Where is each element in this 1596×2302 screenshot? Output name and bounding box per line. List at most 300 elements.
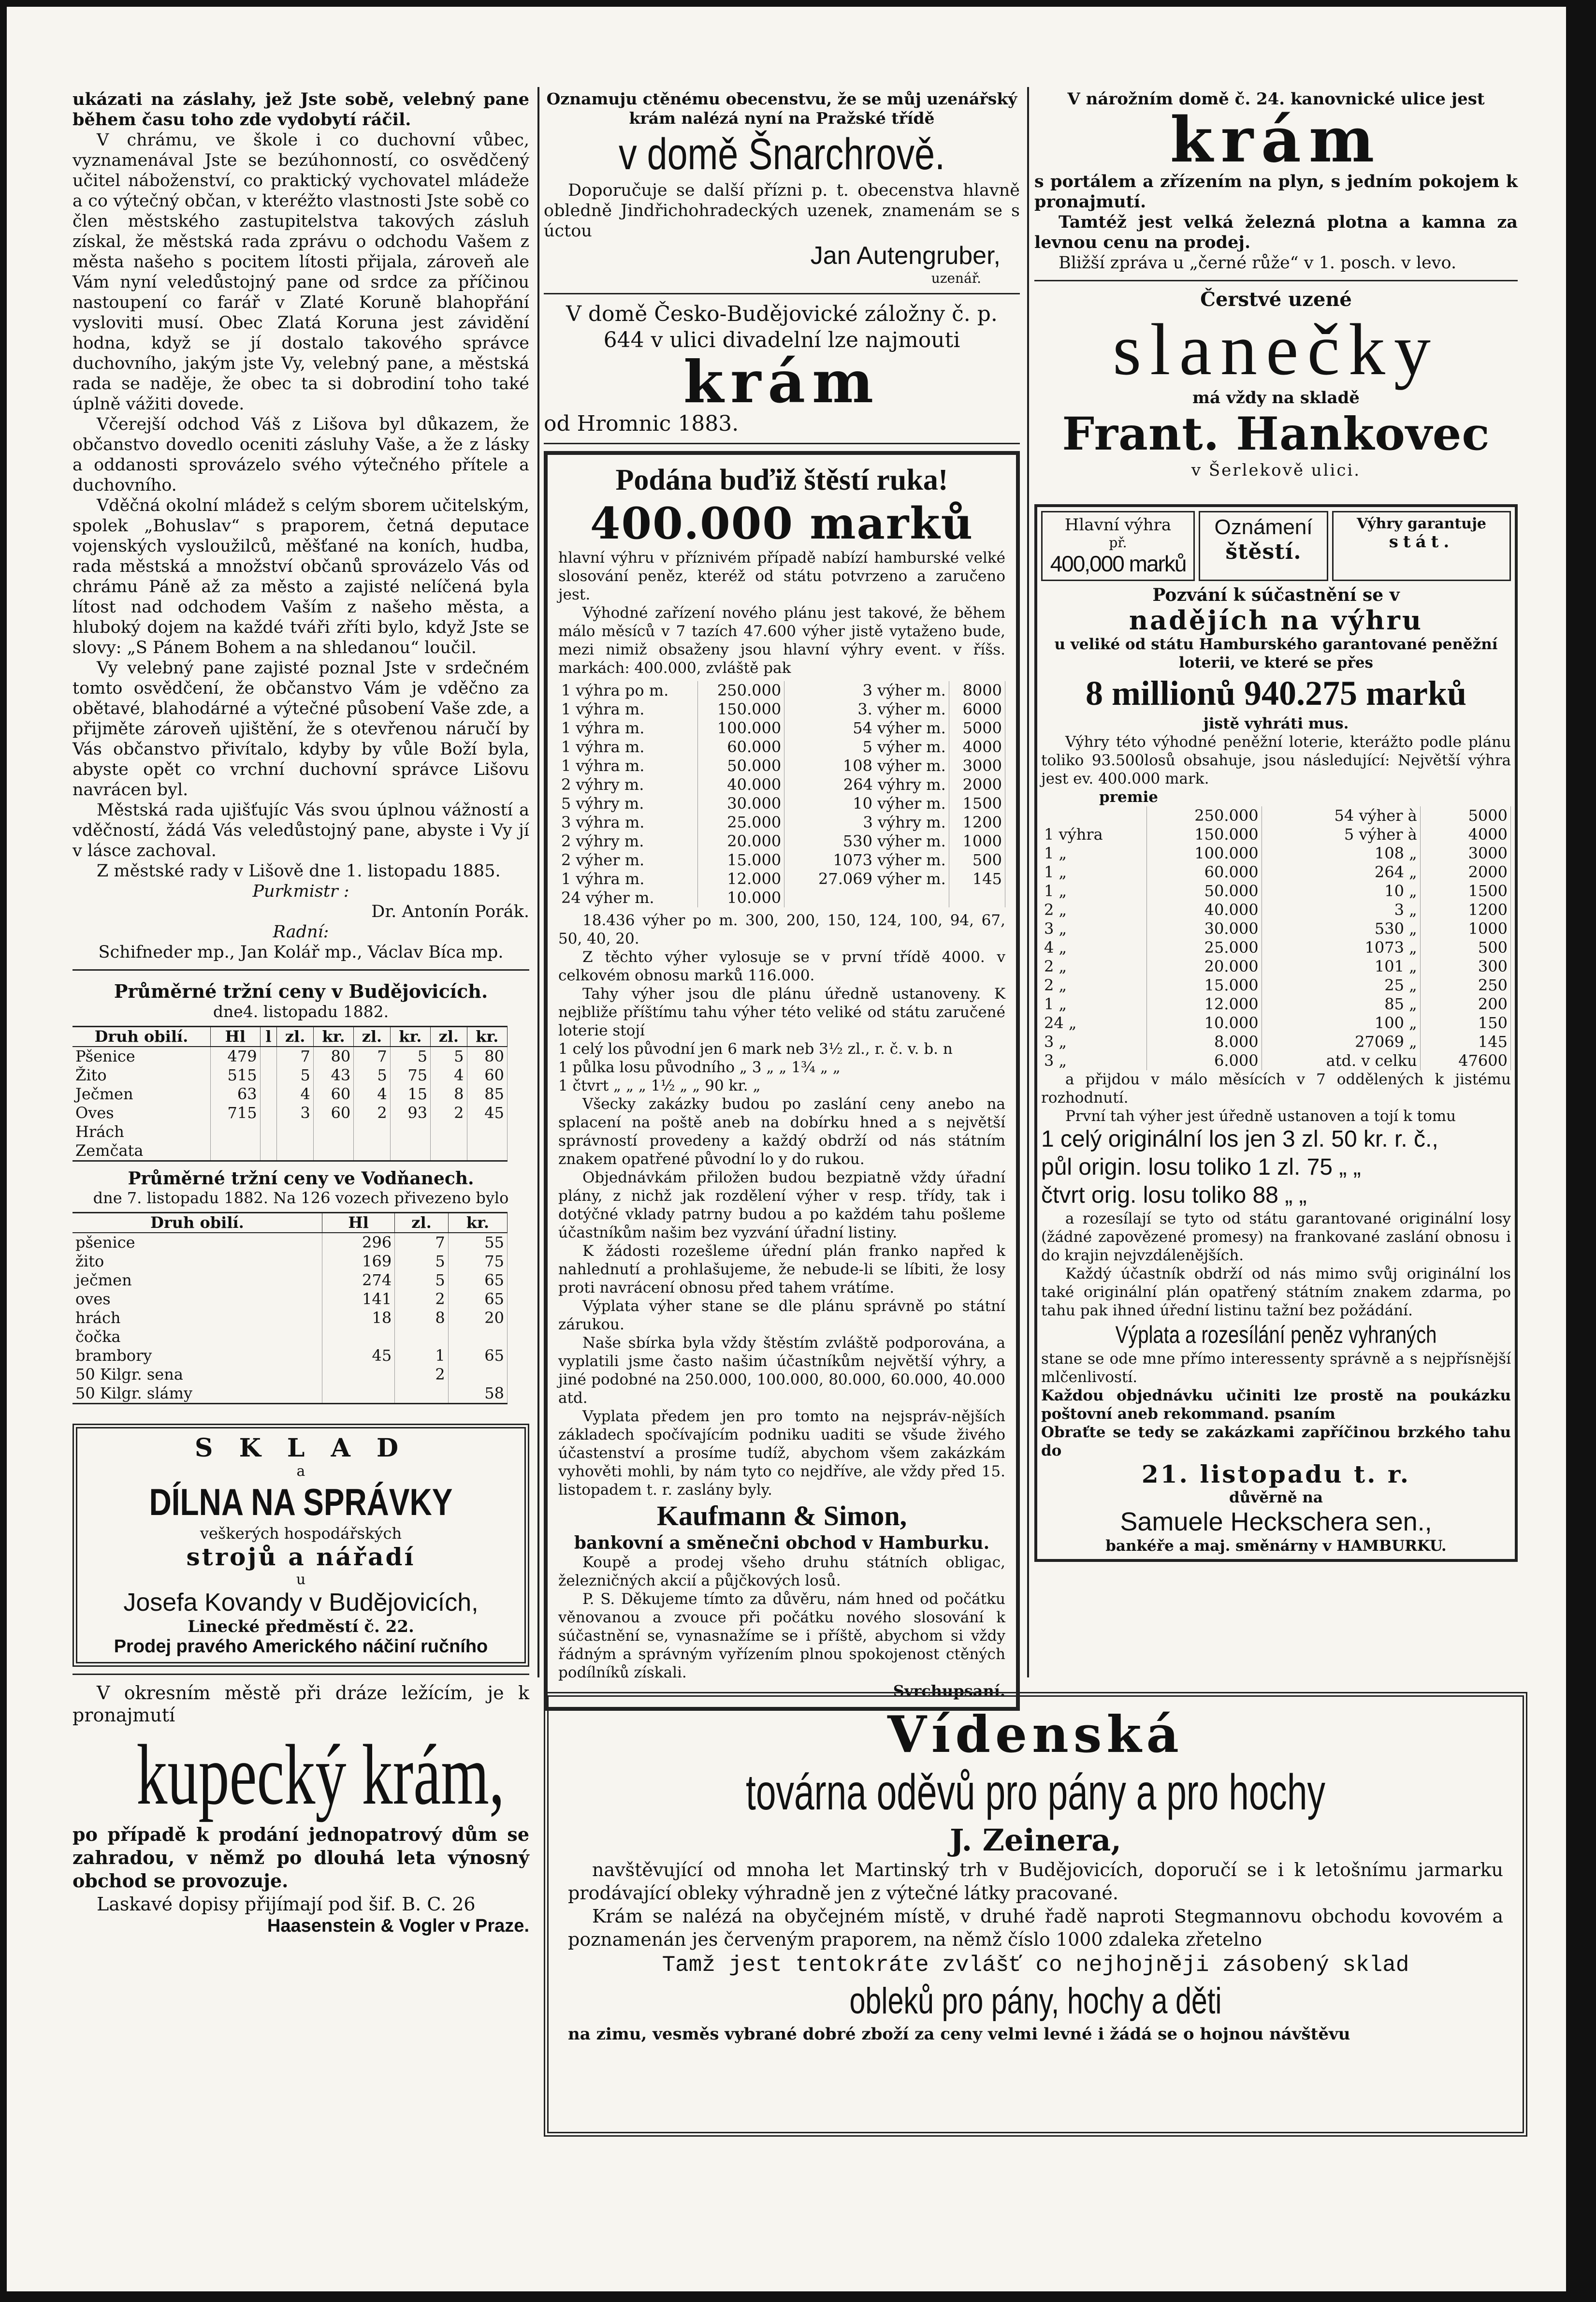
table-cell: 4 „ — [1041, 938, 1147, 957]
table-cell: Ječmen — [73, 1085, 210, 1104]
table-header-row — [73, 1213, 508, 1233]
table-cell: 530 „ — [1262, 919, 1420, 938]
divider — [1034, 280, 1518, 281]
table-cell — [322, 1365, 394, 1384]
column-rule-1 — [537, 87, 539, 1677]
ad-heading: 8 millionů 940.275 marků — [1085, 674, 1467, 713]
ad-text: 1 čtvrt „ „ „ 1½ „ „ 90 kr. „ — [558, 1077, 761, 1094]
table-cell: 7 — [395, 1233, 449, 1252]
table-cell: 3. výher m. — [784, 700, 949, 719]
table-cell: 75 — [390, 1066, 430, 1085]
column-rule-2 — [1027, 87, 1029, 1677]
ad-text: a rozesílají se tyto od státu garantované originální losy (žádné zapovězené promesy) na frankované zaslání obnosu i do krajin nejvzdálenějších. — [1041, 1210, 1511, 1264]
table-cell — [277, 1141, 313, 1161]
signature-name: Dr. Antonín Porák. — [371, 902, 529, 921]
table-header-row — [73, 1027, 508, 1047]
table-cell: ječmen — [73, 1271, 322, 1290]
ad-text: 400,000 marků — [1050, 551, 1186, 576]
table-cell — [467, 1141, 507, 1161]
ad-firm-name: Samuele Heckschera sen., — [1120, 1507, 1432, 1536]
prices-title: Průměrné tržní ceny ve Vodňanech. — [128, 1168, 474, 1189]
table-cell: 100.000 — [1147, 844, 1262, 863]
table-cell: 65 — [448, 1290, 507, 1309]
table-cell: 7 — [354, 1047, 390, 1066]
table-cell: 4000 — [1420, 825, 1510, 844]
ad-name: Jan Autengruber, — [810, 242, 1001, 270]
table-cell: Pšenice — [73, 1047, 210, 1066]
table-cell: 2 — [395, 1365, 449, 1384]
table-cell: 75 — [448, 1252, 507, 1271]
wins-table — [558, 681, 1005, 907]
ad-heading: továrna oděvů pro pány a pro hochy — [746, 1764, 1325, 1821]
table-row — [73, 1346, 508, 1365]
premium-row — [1041, 919, 1511, 938]
table-cell: 1200 — [1420, 901, 1510, 919]
ad-text: 1 celý los původní jen 6 mark neb 3½ zl., r. č. v. b. n — [558, 1040, 953, 1058]
table-cell — [448, 1327, 507, 1346]
table-cell — [448, 1365, 507, 1384]
table-cell — [260, 1141, 277, 1161]
table-cell: 200 — [1420, 995, 1510, 1014]
table-cell: 1000 — [949, 832, 1005, 851]
ad-text: Pozvání k súčastnění se v — [1152, 585, 1400, 605]
wins-row — [558, 738, 1005, 757]
ad-text: stane se ode mne přímo interessenty správně a s nejpřísnější mlčenlivostí. — [1041, 1350, 1511, 1386]
page-edge-bottom — [0, 2291, 1596, 2302]
table-header-cell: Druh obilí. — [73, 1213, 322, 1233]
ad-text: Obraťte se tedy se zakázkami zapříčinou brzkého tahu do — [1041, 1424, 1511, 1459]
ad-text: půl origin. losu toliko 1 zl. 75 „ „ — [1041, 1154, 1361, 1180]
table-cell: čočka — [73, 1327, 322, 1346]
table-cell: 25.000 — [698, 813, 784, 832]
table-row — [73, 1233, 508, 1252]
ad-firm-name: J. Zeinera, — [950, 1822, 1121, 1858]
table-cell: 60 — [313, 1085, 353, 1104]
table-cell: 3 „ — [1262, 901, 1420, 919]
table-cell — [354, 1122, 390, 1141]
table-row — [73, 1141, 508, 1161]
column-left — [73, 89, 529, 2144]
table-cell — [390, 1141, 430, 1161]
divider — [544, 443, 1020, 444]
article-paragraph: Vděčná okolní mládež s celým sborem učitelským, spolek „Bohuslav“ s praporem, četná deputace vojenských vysloužilců, měšťané na koních, hudba, rada městská a množství občanů sprovázelo Vás od chrámu Páně až za město a zajisté nelíčená byla lítost nad odchodem Vaším z našeho města, a hluboký dojem na každé tváři zříti bylo, když Jste se slovy: „S Pánem Bohem a na shledanou“ loučil. — [73, 496, 529, 657]
table-cell: 8.000 — [1147, 1033, 1262, 1051]
ad-text: Linecké předměstí č. 22. — [188, 1617, 414, 1636]
ad-text: Krám se nalézá na obyčejném místě, v druhé řadě naproti Stegmannovu obchodu kovovém a poznamenán jes červeným praporem, na němž číslo 1000 zdaleka zřetelno — [568, 1906, 1503, 1950]
ad-text: Prodej pravého Amerického náčiní ručního — [114, 1636, 488, 1657]
premium-row — [1041, 806, 1511, 825]
premium-row — [1041, 976, 1511, 995]
premium-row — [1041, 1051, 1511, 1070]
table-cell: 715 — [210, 1104, 260, 1122]
table-cell — [313, 1141, 353, 1161]
table-cell: 1 „ — [1041, 995, 1147, 1014]
ad-heading: DÍLNA NA SPRÁVKY — [149, 1481, 453, 1523]
table-cell: 1000 — [1420, 919, 1510, 938]
table-cell: 50.000 — [1147, 882, 1262, 901]
table-cell: 5000 — [949, 719, 1005, 738]
table-cell — [431, 1122, 467, 1141]
ad-text: hlavní výhru v příznivém případě nabízí hamburské velké slosování peněz, kteréž od státu potvrzeno a zaručeno jest. — [558, 549, 1005, 603]
table-cell: 58 — [448, 1384, 507, 1404]
table-cell: 1 výhra m. — [558, 757, 698, 775]
ad-lottery-heckscher — [1034, 504, 1518, 1562]
table-cell: oves — [73, 1290, 322, 1309]
table-cell: 15 — [390, 1085, 430, 1104]
table-cell — [210, 1122, 260, 1141]
ad-text: po případě k prodání jednopatrový dům se zahradou, v němž po dlouhá leta výnosný obchod se provozuje. — [73, 1823, 529, 1892]
table-cell: 5 — [395, 1271, 449, 1290]
table-cell: 60 — [313, 1104, 353, 1122]
ad-text: 18.436 výher po m. 300, 200, 150, 124, 100, 94, 67, 50, 40, 20. — [558, 912, 1005, 947]
ad-text: Každý účastník obdrží od nás mimo svůj originální los také originální plán opatřený státním znakem zdarma, po tahu pak ihned úřední listinu tažní bez požádání. — [1041, 1265, 1511, 1319]
table-header-cell: kr. — [390, 1027, 430, 1047]
prices-title: Průměrné tržní ceny v Budějovicích. — [114, 980, 488, 1002]
ad-heading: obleků pro pány, hochy a děti — [849, 1981, 1222, 2022]
table-cell: 60 — [467, 1066, 507, 1085]
wins-row — [558, 813, 1005, 832]
ad-text: Doporučuje se další přízni p. t. obecenstva hlavně obledně Jindřichohradeckých uzenek, znamenám se s úctou — [544, 181, 1020, 241]
table-cell: 515 — [210, 1066, 260, 1085]
table-cell: 45 — [467, 1104, 507, 1122]
table-cell: 300 — [1420, 957, 1510, 976]
table-cell — [260, 1122, 277, 1141]
table-cell: 55 — [448, 1233, 507, 1252]
ad-text: od Hromnic 1883. — [544, 411, 739, 436]
table-cell: 150.000 — [698, 700, 784, 719]
divider — [544, 293, 1020, 294]
wins-row — [558, 719, 1005, 738]
ad-text: Laskavé dopisy přijímají pod šif. B. C. 26 — [97, 1894, 476, 1915]
ad-heading: krám — [1170, 104, 1382, 176]
table-row — [73, 1365, 508, 1384]
table-cell: Zemčata — [73, 1141, 210, 1161]
ad-sklad — [73, 1424, 529, 1667]
table-cell: 30.000 — [698, 794, 784, 813]
table-cell — [390, 1122, 430, 1141]
table-cell: 5 — [431, 1047, 467, 1066]
table-cell: pšenice — [73, 1233, 322, 1252]
ad-text: stát. — [1389, 532, 1454, 552]
ad-heading: slanečky — [1113, 309, 1439, 390]
ad-zeiner — [544, 1692, 1527, 2137]
table-cell: 8 — [395, 1309, 449, 1327]
table-cell: 150.000 — [1147, 825, 1262, 844]
ad-heading: nadějích na výhru — [1129, 605, 1423, 636]
prices-table — [73, 1026, 508, 1162]
table-cell: 10 výher m. — [784, 794, 949, 813]
table-cell: 5 výhry m. — [558, 794, 698, 813]
table-header-cell: kr. — [313, 1027, 353, 1047]
wins-row — [558, 870, 1005, 889]
ad-text: Z těchto výher vylosuje se v první třídě 4000. v celkovém obnosu marků 116.000. — [558, 948, 1005, 984]
table-cell: 3 „ — [1041, 1051, 1147, 1070]
table-cell: 5 — [390, 1047, 430, 1066]
table-cell: 2 — [431, 1104, 467, 1122]
column-middle — [544, 89, 1020, 1700]
table-cell: 5 — [354, 1066, 390, 1085]
table-cell: 141 — [322, 1290, 394, 1309]
table-row — [73, 1104, 508, 1122]
wins-row — [558, 889, 1005, 907]
ad-text: Výhry garantuje — [1356, 515, 1487, 532]
table-cell: atd. v celku — [1262, 1051, 1420, 1070]
table-cell: 63 — [210, 1085, 260, 1104]
ad-heading: Vídenská — [887, 1705, 1184, 1764]
table-header-cell: Druh obilí. — [73, 1027, 210, 1047]
premium-row — [1041, 882, 1511, 901]
table-header-cell: kr. — [448, 1213, 507, 1233]
prices-table — [73, 1212, 508, 1404]
lottery-header-box — [1041, 511, 1195, 581]
table-cell: 25.000 — [1147, 938, 1262, 957]
prices-date: dne4. listopadu 1882. — [213, 1002, 389, 1021]
ad-text: v Šerlekově ulici. — [1191, 461, 1361, 480]
article-intro: ukázati na záslahy, jež Jste sobě, velebný pane během času toho zde vydobytí ráčil. — [73, 89, 529, 130]
table-cell: 65 — [448, 1271, 507, 1290]
table-cell: 108 výher m. — [784, 757, 949, 775]
table-cell: Oves — [73, 1104, 210, 1122]
article-paragraph: Včerejší odchod Váš z Lišova byl důkazem, že občanstvo dovedlo oceniti zásluhy Vaše, a že z lásky a oddanosti sprovázelo svého výtečného přítele a duchovního. — [73, 415, 529, 495]
ad-text: Naše sbírka byla vždy štěstím zvláště podporována, a vyplatili jsme často našim účastníkům největší výhry, a jiné podobné na 250.000, 100.000, 80.000, 60.000, 40.000 atd. — [558, 1334, 1005, 1407]
ad-kupecky-heading: kupecký krám, — [136, 1727, 505, 1822]
table-cell: 54 výher m. — [784, 719, 949, 738]
table-cell: 15.000 — [1147, 976, 1262, 995]
table-cell: 4 — [354, 1085, 390, 1104]
table-cell: 60.000 — [1147, 863, 1262, 882]
premium-row — [1041, 995, 1511, 1014]
ad-text: Výhodné zařízení nového plánu jest takové, že během málo měsíců v 7 tazích 47.600 výher jistě vytaženo bude, mezi nimiž obsaženy jsou hlavní výhry event. v říšs. markách: 400.000, zvláště pak — [558, 604, 1005, 677]
wins-row — [558, 757, 1005, 775]
wins-row — [558, 794, 1005, 813]
table-header-cell: zl. — [354, 1027, 390, 1047]
table-row — [73, 1085, 508, 1104]
premium-row — [1041, 1033, 1511, 1051]
table-cell: 27.069 výher m. — [784, 870, 949, 889]
table-cell: 5 výher m. — [784, 738, 949, 757]
table-cell: 4 — [431, 1066, 467, 1085]
ad-text: bankéře a maj. směnárny v HAMBURKU. — [1105, 1537, 1447, 1555]
page-edge-left — [0, 0, 7, 2302]
ad-heading: krám — [683, 348, 881, 416]
table-cell: 5000 — [1420, 806, 1510, 825]
signature-names: Schifneder mp., Jan Kolář mp., Václav Bíca mp. — [98, 943, 504, 962]
ad-heading: strojů a nářadí — [186, 1543, 416, 1571]
ad-text: veškerých hospodářských — [200, 1524, 402, 1543]
ad-text: Oznámení — [1214, 515, 1313, 539]
ad-signature: Svrchupsaní. — [893, 1682, 1005, 1700]
table-cell: 1500 — [1420, 882, 1510, 901]
prices-sub: dne 7. listopadu 1882. Na 126 vozech přivezeno bylo — [93, 1189, 509, 1207]
table-cell: 1 výhra m. — [558, 870, 698, 889]
table-cell: 3 výhra m. — [558, 813, 698, 832]
table-cell: 4 — [277, 1085, 313, 1104]
ad-text: Hlavní výhra — [1064, 515, 1172, 535]
table-cell: 1 výhra m. — [558, 700, 698, 719]
table-cell: 85 — [467, 1085, 507, 1104]
table-cell — [277, 1122, 313, 1141]
table-cell: 150 — [1420, 1014, 1510, 1033]
table-cell: 20.000 — [698, 832, 784, 851]
table-cell: 2000 — [1420, 863, 1510, 882]
table-cell: 1 výhra m. — [558, 719, 698, 738]
table-cell: 500 — [1420, 938, 1510, 957]
table-cell: 4000 — [949, 738, 1005, 757]
table-cell: 274 — [322, 1271, 394, 1290]
table-cell: 250.000 — [698, 681, 784, 700]
table-cell: 10.000 — [1147, 1014, 1262, 1033]
table-row — [73, 1290, 508, 1309]
ad-text: 1 půlka losu původního „ 3 „ „ 1¾ „ „ — [558, 1059, 841, 1076]
ad-text: u veliké od státu Hamburského garantované peněžní loterii, ve které se přes — [1054, 636, 1498, 671]
table-cell: 20.000 — [1147, 957, 1262, 976]
table-cell: 108 „ — [1262, 844, 1420, 863]
table-cell — [467, 1122, 507, 1141]
table-cell: 5 — [395, 1252, 449, 1271]
table-cell: brambory — [73, 1346, 322, 1365]
table-cell: 24 „ — [1041, 1014, 1147, 1033]
table-row — [73, 1122, 508, 1141]
ad-text: Každou objednávku učiniti lze prostě na poukázku poštovní aneb rekommand. psaním — [1041, 1387, 1511, 1423]
wins-row — [558, 681, 1005, 700]
table-cell: 1073 výher m. — [784, 851, 949, 870]
premium-row — [1041, 1014, 1511, 1033]
ad-text: navštěvující od mnoha let Martinský trh v Budějovicích, doporučí se i k letošnímu jarmarku prodávající obleky výhradně jen z výtečné látky pracované. — [568, 1859, 1503, 1904]
table-cell: 479 — [210, 1047, 260, 1066]
table-cell: 3000 — [949, 757, 1005, 775]
premium-row — [1041, 938, 1511, 957]
table-cell: 1200 — [949, 813, 1005, 832]
table-cell: Žito — [73, 1066, 210, 1085]
table-cell: 1 výhra — [1041, 825, 1147, 844]
table-cell: 12.000 — [698, 870, 784, 889]
ad-firm-name: Kaufmann & Simon, — [656, 1500, 907, 1531]
ad-text: První tah výher jest úředně ustanoven a tojí k tomu — [1065, 1107, 1456, 1125]
table-cell — [210, 1141, 260, 1161]
table-cell: 12.000 — [1147, 995, 1262, 1014]
ad-text: Bližší zpráva u „černé růže“ v 1. posch. v levo. — [1059, 253, 1457, 273]
table-cell: 5 — [277, 1066, 313, 1085]
ad-heading: 400.000 marků — [590, 498, 974, 549]
table-row — [73, 1384, 508, 1404]
table-cell — [395, 1384, 449, 1404]
lottery-header-box — [1199, 511, 1328, 581]
table-row — [73, 1047, 508, 1066]
table-cell: 145 — [949, 870, 1005, 889]
ad-text: a — [296, 1463, 305, 1480]
table-cell: 30.000 — [1147, 919, 1262, 938]
table-cell: 40.000 — [1147, 901, 1262, 919]
table-cell: 25 „ — [1262, 976, 1420, 995]
wins-row — [558, 832, 1005, 851]
page-edge-top — [0, 0, 1596, 7]
table-cell: 2 výhry m. — [558, 775, 698, 794]
table-cell: 145 — [1420, 1033, 1510, 1051]
wins-row — [558, 775, 1005, 794]
table-cell: 1 výhra po m. — [558, 681, 698, 700]
table-cell — [784, 889, 949, 907]
ad-text: u — [296, 1571, 306, 1588]
table-cell: 1500 — [949, 794, 1005, 813]
ad-text: V okresním městě při dráze ležícím, je k pronajmutí — [73, 1682, 529, 1726]
table-cell: Hrách — [73, 1122, 210, 1141]
table-cell: 2000 — [949, 775, 1005, 794]
table-cell: 2 — [354, 1104, 390, 1122]
ad-text: důvěrně na — [1229, 1489, 1323, 1506]
table-row — [73, 1252, 508, 1271]
ad-text: V nárožním domě č. 24. kanovnické ulice jest — [1067, 89, 1485, 109]
article-date: Z městské rady v Lišově dne 1. listopadu 1885. — [97, 861, 501, 881]
ad-text: štěstí. — [1225, 539, 1302, 564]
table-cell: 296 — [322, 1233, 394, 1252]
ad-text: V domě Česko-Budějovické záložny č. p. 644 v ulici divadelní lze najmouti — [566, 302, 998, 352]
ad-heading: 21. listopadu t. r. — [1141, 1460, 1411, 1488]
table-cell: 80 — [313, 1047, 353, 1066]
ad-text: Tamtéž jest velká železná plotna a kamna za levnou cenu na prodej. — [1034, 212, 1518, 252]
table-cell: 50 Kilgr. sena — [73, 1365, 322, 1384]
table-cell: 50 Kilgr. slámy — [73, 1384, 322, 1404]
table-cell: 8000 — [949, 681, 1005, 700]
table-cell: 2 — [395, 1290, 449, 1309]
article-paragraph: Městská rada ujišťujíc Vás svou úplnou vážností a vděčností, žádá Vás veledůstojný pane, abyste i Vy jí v lásce zachoval. — [73, 801, 529, 860]
table-cell: 2 „ — [1041, 901, 1147, 919]
table-cell: 169 — [322, 1252, 394, 1271]
wins-row — [558, 700, 1005, 719]
table-cell — [260, 1104, 277, 1122]
table-cell: 1073 „ — [1262, 938, 1420, 957]
table-cell: 3 „ — [1041, 919, 1147, 938]
premium-table — [1041, 806, 1511, 1070]
table-cell: 500 — [949, 851, 1005, 870]
table-cell — [431, 1141, 467, 1161]
table-cell: 65 — [448, 1346, 507, 1365]
ad-heading: S K L A D — [194, 1433, 407, 1463]
table-cell: 250 — [1420, 976, 1510, 995]
table-cell: 1 „ — [1041, 863, 1147, 882]
table-cell — [260, 1085, 277, 1104]
table-cell: 47600 — [1420, 1051, 1510, 1070]
ad-signature: Haasenstein & Vogler v Praze. — [267, 1916, 529, 1936]
wins-row — [558, 851, 1005, 870]
table-cell — [322, 1384, 394, 1404]
table-header-cell: zl. — [431, 1027, 467, 1047]
table-cell: hrách — [73, 1309, 322, 1327]
ad-text: Tamž jest tentokráte zvlášť co nejhojněji zásobený sklad — [662, 1952, 1409, 1978]
page-edge-right — [1566, 0, 1596, 2302]
ad-text: s portálem a zřízením na plyn, s jedním pokojem k pronajmutí. — [1034, 172, 1518, 212]
table-cell: 7 — [277, 1047, 313, 1066]
ad-text: bankovní a směnečni obchod v Hamburku. — [574, 1533, 990, 1553]
table-cell: 10.000 — [698, 889, 784, 907]
table-cell: 3000 — [1420, 844, 1510, 863]
table-header-cell: Hl — [210, 1027, 260, 1047]
table-cell — [322, 1327, 394, 1346]
ad-text: premie — [1099, 788, 1159, 806]
table-cell: 3 — [277, 1104, 313, 1122]
table-cell: 530 výher m. — [784, 832, 949, 851]
ad-text: Tahy výher jsou dle plánu úředně ustanoveny. K nejbliže příštímu tahu výher této veliké od státu zaručené loterie stojí — [558, 985, 1005, 1039]
table-cell: 45 — [322, 1346, 394, 1365]
lottery-header-box — [1332, 511, 1511, 581]
premium-row — [1041, 825, 1511, 844]
table-cell: 27069 „ — [1262, 1033, 1420, 1051]
premium-row — [1041, 901, 1511, 919]
ad-text: Čerstvé uzené — [1200, 288, 1352, 311]
ad-firm-name: Frant. Hankovec — [1062, 408, 1490, 461]
table-cell: 250.000 — [1147, 806, 1262, 825]
ad-text: př. — [1109, 535, 1127, 551]
table-cell: 80 — [467, 1047, 507, 1066]
